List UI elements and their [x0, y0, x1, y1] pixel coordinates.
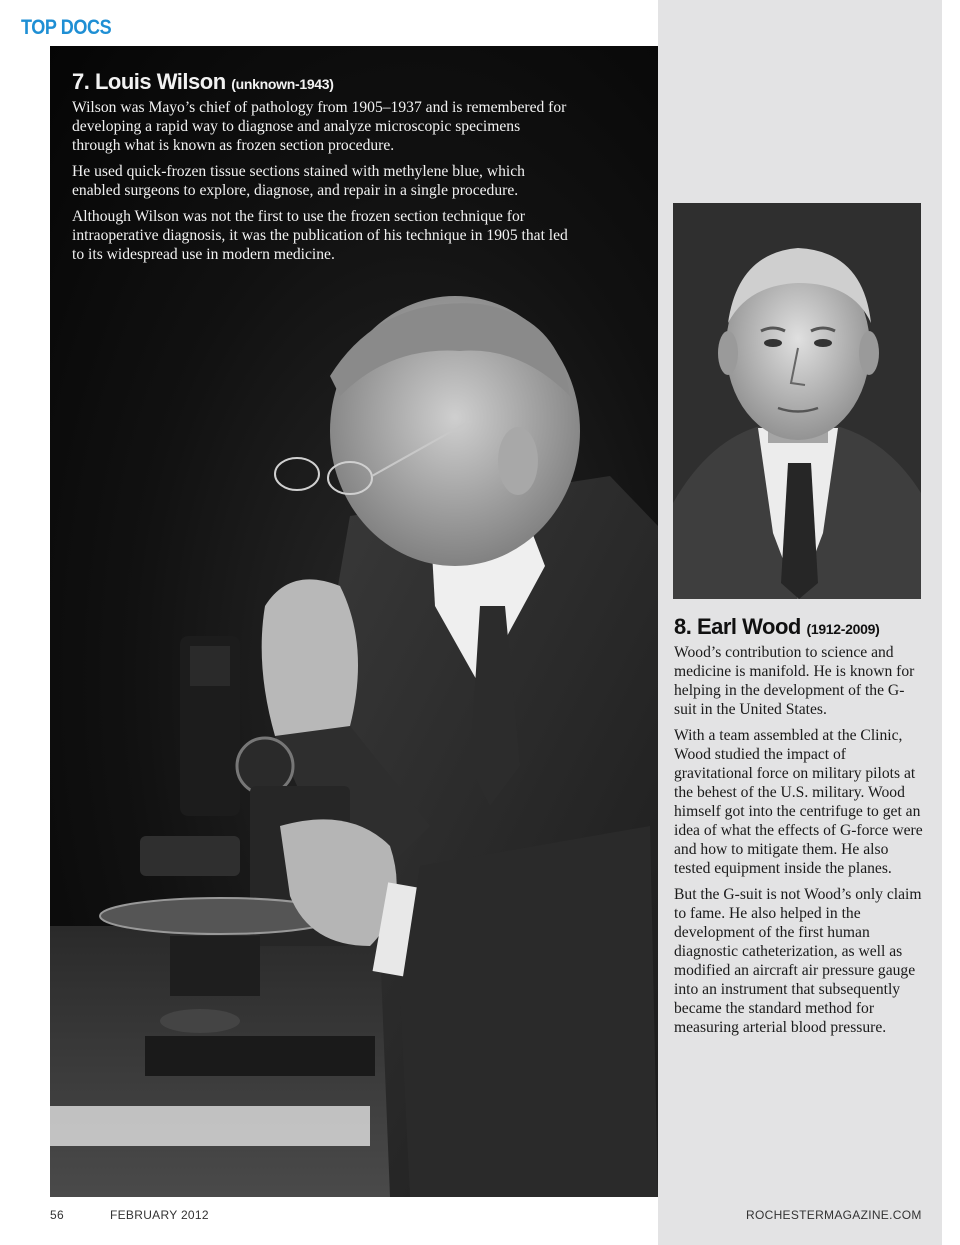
louis-wilson-article — [72, 70, 572, 271]
louis-wilson-heading — [72, 70, 572, 96]
article-paragraph: But the G-suit is not Wood’s only claim to fame. He also helped in the development of the first human diagnostic catheterization, as well as modified an aircraft air pressure gauge into an instrument that subsequently became the standard method for measuring arterial blood pressure. — [674, 886, 922, 1036]
earl-wood-years: (1912-2009) — [806, 621, 880, 637]
article-paragraph: With a team assembled at the Clinic, Wood studied the impact of gravitational force on military pilots at the behest of the U.S. military. Wood himself got into the centrifuge to get an idea of what the effects of G-force were and how to mitigate them. He also tested equipment inside the planes. — [674, 727, 923, 877]
page-number: 56 — [50, 1208, 64, 1222]
earl-wood-portrait-illustration — [673, 203, 921, 599]
article-paragraph: He used quick-frozen tissue sections stained with methylene blue, which enabled surgeons to explore, diagnose, and repair in a single procedure. — [72, 163, 525, 199]
website-url: ROCHESTERMAGAZINE.COM — [746, 1208, 922, 1222]
louis-wilson-photo — [50, 46, 658, 1197]
issue-date: FEBRUARY 2012 — [110, 1208, 209, 1222]
earl-wood-photo — [673, 203, 921, 599]
louis-wilson-years: (unknown-1943) — [231, 76, 334, 92]
earl-wood-name: 8. Earl Wood — [674, 614, 801, 639]
article-paragraph: Wilson was Mayo’s chief of pathology from 1905–1937 and is remembered for developing a rapid way to diagnose and analyze microscopic specimens through what is known as frozen section procedure. — [72, 99, 567, 154]
earl-wood-article — [674, 615, 926, 1044]
article-paragraph: Wood’s contribution to science and medicine is manifold. He is known for helping in the development of the G-suit in the United States. — [674, 644, 915, 718]
earl-wood-heading — [674, 615, 926, 641]
section-label: TOP DOCS — [21, 16, 112, 39]
article-paragraph: Although Wilson was not the first to use the frozen section technique for intraoperative diagnosis, it was the publication of his technique in 1905 that led to its widespread use in modern medicine. — [72, 208, 568, 263]
louis-wilson-name: 7. Louis Wilson — [72, 69, 226, 94]
